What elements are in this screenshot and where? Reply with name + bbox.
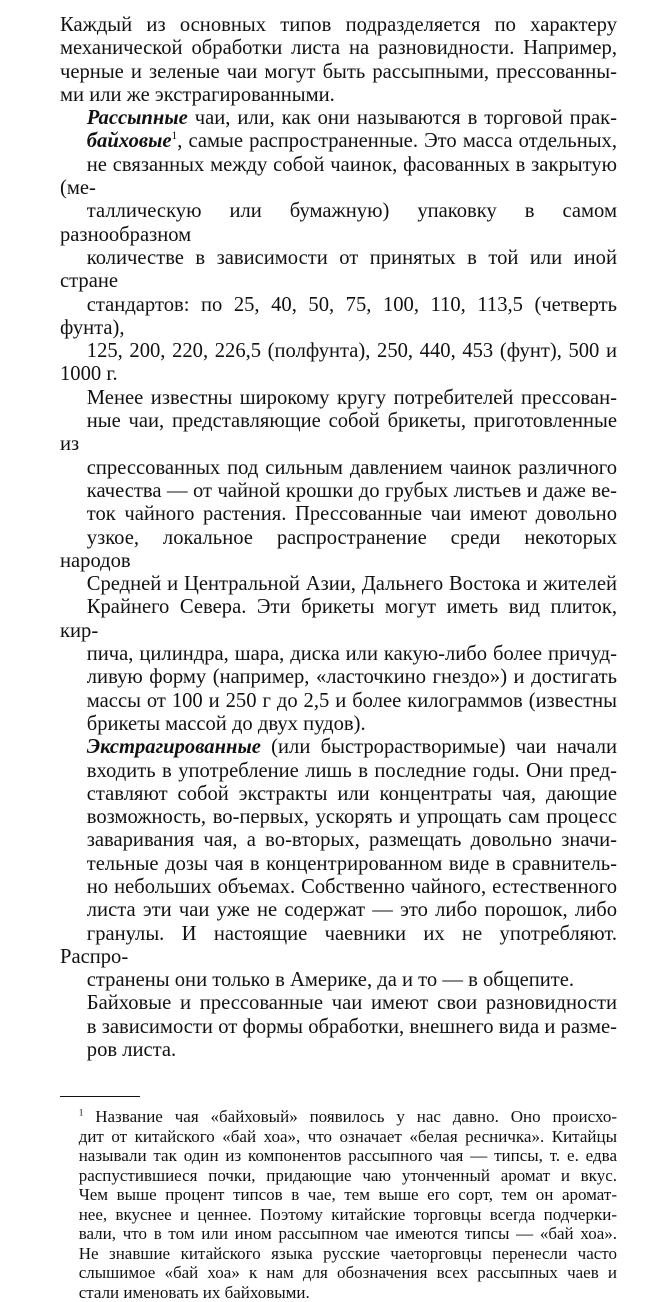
- text-line: Не знавшие китайского языка русские чаеторговцы перенесли часто: [78, 1243, 617, 1263]
- main-text: [60, 14, 617, 1062]
- text-line: пича, цилиндра, шара, диска или какую-либо более причуд-: [86, 643, 617, 666]
- text-line: [60, 130, 617, 153]
- text-line: Менее известны широкому кругу потребителей прессован-: [86, 386, 617, 409]
- text-line: но небольших объемах. Собственно чайного, естественного: [86, 875, 617, 898]
- text-line: гранулы. И настоящие чаевники их не употребляют. Распро-: [60, 922, 617, 968]
- text-line: ток чайного растения. Прессованные чаи имеют довольно: [86, 503, 617, 526]
- text-line: возможность, во-первых, ускорять и упрощать сам процесс: [86, 806, 617, 829]
- text-line: ров листа.: [86, 1039, 177, 1062]
- text-line: нее, вкуснее и ценнее. Поэтому китайские торговцы всегда подчерки-: [78, 1204, 617, 1224]
- text-line: узкое, локальное распространение среди некоторых народов: [60, 526, 617, 572]
- text-line: странены они только в Америке, да и то — в общепите.: [86, 969, 575, 992]
- footnote-marker: 1: [171, 130, 178, 143]
- text-line: называли так один из компонентов рассыпного чая — типсы, т. е. едва: [78, 1146, 617, 1166]
- text-line: заваривания чая, а во-вторых, размещать довольно значи-: [86, 829, 617, 852]
- text-line: тельные дозы чая в концентрированном виде в сравнитель-: [86, 852, 617, 875]
- paragraph: [60, 736, 617, 992]
- text-line: механической обработки листа на разновидности. Например,: [60, 37, 617, 60]
- paragraph: [60, 14, 617, 107]
- text-line: в зависимости от формы обработки, внешнего вида и разме-: [86, 1015, 617, 1038]
- text-line: Средней и Центральной Азии, Дальнего Востока и жителей: [86, 573, 617, 596]
- text-line: количестве в зависимости от принятых в той или иной стране: [60, 246, 617, 293]
- emphasized-term: байховые: [86, 130, 172, 153]
- text-line: ливую форму (например, «ласточкино гнездо») и достигать: [86, 666, 617, 689]
- emphasized-term: Экстрагированные: [86, 736, 261, 759]
- text-line: ные чаи, представляющие собой брикеты, приготовленные из: [60, 410, 617, 456]
- text-run: чаи, или, как они называются в торговой прак-: [187, 107, 617, 130]
- text-line: Каждый из основных типов подразделяется по характеру: [60, 14, 617, 36]
- text-line: дит от китайского «бай хоа», что означает «белая ресничка». Китайцы: [78, 1126, 617, 1146]
- text-line: вали, что в том или ином рассыпном чае имеются типсы — «бай хоа».: [78, 1224, 617, 1244]
- text-line: не связанных между собой чаинок, фасованных в закрытую (ме-: [60, 153, 617, 200]
- text-line: [60, 107, 617, 130]
- paragraph: [60, 107, 617, 387]
- text-line: ставляют собой экстракты или концентраты чая, дающие: [86, 782, 617, 805]
- footnote-separator: [60, 1096, 140, 1097]
- text-run: , самые распространенные. Это масса отдельных,: [177, 130, 617, 153]
- paragraph: [60, 992, 617, 1062]
- text-line: качества — от чайной крошки до грубых листьев и даже ве-: [86, 479, 617, 502]
- text-run: Название чая «байховый» появилось у нас давно. Оно происхо-: [83, 1107, 617, 1127]
- text-line: Байховые и прессованные чаи имеют свои разновидности: [86, 992, 617, 1015]
- text-line: стали именовать их байховыми.: [78, 1282, 310, 1302]
- text-line: таллическую или бумажную) упаковку в самом разнообразном: [60, 200, 617, 246]
- text-run: (или быстрорастворимые) чаи начали: [260, 736, 617, 759]
- text-line: брикеты массой до двух пудов).: [86, 712, 366, 735]
- footnote: [60, 1107, 617, 1302]
- text-line: стандартов: по 25, 40, 50, 75, 100, 110, 113,5 (четверть фунта),: [60, 293, 617, 339]
- text-line: 125, 200, 220, 226,5 (полфунта), 250, 440, 453 (фунт), 500 и 1000 г.: [60, 340, 617, 386]
- text-line: Крайнего Севера. Эти брикеты могут иметь вид плиток, кир-: [60, 596, 617, 642]
- text-line: входить в употребление лишь в последние годы. Они пред-: [86, 759, 617, 782]
- emphasized-term: Рассыпные: [86, 107, 188, 130]
- text-line: черные и зеленые чаи могут быть рассыпными, прессованны-: [60, 60, 617, 83]
- text-line: Чем выше процент типсов в чае, тем выше его сорт, тем он аромат-: [78, 1185, 617, 1205]
- footnote-text: [60, 1107, 617, 1302]
- text-line: [60, 736, 617, 759]
- text-line: [60, 1107, 617, 1127]
- paragraph: [60, 387, 617, 736]
- footnote-marker: 1: [78, 1108, 84, 1119]
- text-line: спрессованных под сильным давлением чаинок различного: [86, 456, 617, 479]
- text-line: слышимое «бай хоа» к нам для обозначения всех рассыпных чаев и: [78, 1263, 617, 1283]
- text-line: распустившиеся почки, придающие чаю утонченный аромат и вкус.: [78, 1165, 617, 1185]
- text-line: массы от 100 и 250 г до 2,5 и более килограммов (известны: [86, 689, 617, 712]
- text-line: листа эти чаи уже не содержат — это либо порошок, либо: [86, 899, 617, 922]
- text-line: ми или же экстрагированными.: [60, 83, 335, 106]
